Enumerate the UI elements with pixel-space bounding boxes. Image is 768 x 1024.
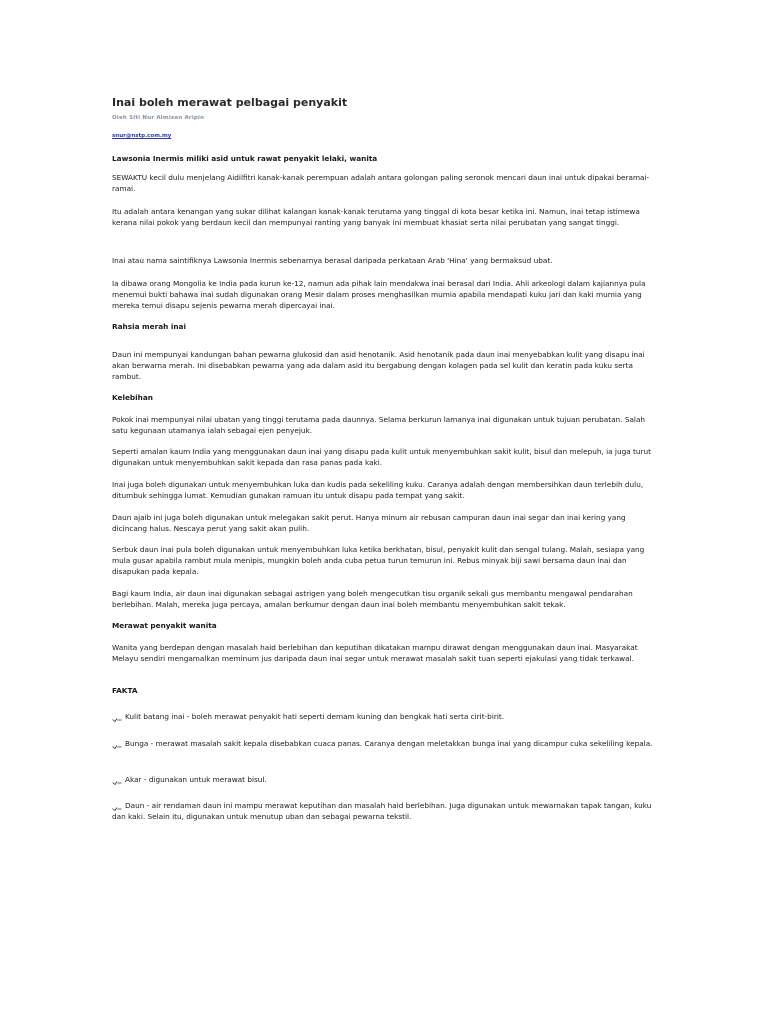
fakta-heading: FAKTA — [112, 686, 138, 695]
section-heading: Kelebihan — [112, 393, 153, 402]
paragraph: SEWAKTU kecil dulu menjelang Aidilfitri kanak-kanak perempuan adalah antara golongan paling seronok mencari daun inai untuk dipakai beramai-ramai. — [112, 173, 650, 193]
fakta-item — [112, 800, 662, 822]
fakta-item — [112, 774, 662, 785]
fakta-text: Akar - digunakan untuk merawat bisul. — [125, 775, 267, 784]
section-heading: Merawat penyakit wanita — [112, 621, 217, 630]
paragraph: Seperti amalan kaum India yang menggunakan daun inai yang disapu pada kulit untuk menyembuhkan sakit kulit, bisul dan melepuh, ia juga turut digunakan untuk menyembuhkan sakit kepada dan rasa panas pada kaki. — [112, 447, 651, 467]
bullet-icon — [112, 716, 122, 722]
paragraph: Daun ajaib ini juga boleh digunakan untuk melegakan sakit perut. Hanya minum air rebusan campuran daun inai segar dan inai kering yang dicincang halus. Nescaya perut yang sakit akan pulih. — [112, 513, 626, 533]
section-heading: Lawsonia Inermis miliki asid untuk rawat penyakit lelaki, wanita — [112, 154, 378, 163]
paragraph: Bagi kaum India, air daun inai digunakan sebagai astrigen yang boleh mengecutkan tisu organik sekali gus membantu mengawal pendarahan berlebihan. Malah, mereka juga percaya, amalan berkumur dengan daun inai boleh membantu menyembuhkan sakit tekak. — [112, 589, 633, 609]
paragraph: Wanita yang berdepan dengan masalah haid berlebihan dan keputihan dikatakan mampu dirawat dengan menggunakan daun inai. Masyarakat Melayu sendiri mengamalkan meminum jus daripada daun inai segar untuk merawat masalah sakit tuan seperti ejakulasi yang tidak terkawal. — [112, 643, 638, 663]
paragraph: Itu adalah antara kenangan yang sukar dilihat kalangan kanak-kanak terutama yang tinggal di kota besar ketika ini. Namun, inai tetap istimewa kerana nilai pokok yang berdaun kecil dan mempunyai ranting yang banyak ini membuat khasiat serta nilai perubatan yang sangat tinggi. — [112, 207, 640, 227]
bullet-icon — [112, 743, 122, 749]
paragraph: Inai juga boleh digunakan untuk menyembuhkan luka dan kudis pada sekeliling kuku. Caranya adalah dengan membersihkan daun terlebih dulu, ditumbuk sehingga lumat. Kemudian gunakan ramuan itu untuk disapu pada tempat yang sakit. — [112, 480, 644, 500]
paragraph: Inai atau nama saintifiknya Lawsonia Inermis sebenarnya berasal daripada perkataan Arab 'Hina' yang bermaksud ubat. — [112, 256, 553, 265]
fakta-text: Daun - air rendaman daun ini mampu merawat keputihan dan masalah haid berlebihan. Juga digunakan untuk mewarnakan tapak tangan, kuku dan kaki. Selain itu, digunakan untuk menutup uban dan sebagai pewarna tekstil. — [112, 801, 652, 821]
paragraph: Pokok inai mempunyai nilai ubatan yang tinggi terutama pada daunnya. Selama berkurun lamanya inai digunakan untuk tujuan perubatan. Salah satu kegunaan utamanya ialah sebagai ejen penyejuk. — [112, 415, 646, 435]
article — [112, 96, 662, 141]
fakta-item — [112, 711, 662, 722]
fakta-item — [112, 738, 662, 749]
fakta-text: Kulit batang inai - boleh merawat penyakit hati seperti demam kuning dan bengkak hati serta cirit-birit. — [125, 712, 505, 721]
paragraph: Ia dibawa orang Mongolia ke India pada kurun ke-12, namun ada pihak lain mendakwa inai berasal dari India. Ahli arkeologi dalam kajiannya pula menemui bukti bahawa inai sudah digunakan orang Mesir dalam proses menghasilkan mumia apabila mendapati kuku jari dan kaki mumia yang mereka temui disapu sejenis pewarna merah dipercayai inai. — [112, 279, 646, 310]
paragraph: Serbuk daun inai pula boleh digunakan untuk menyembuhkan luka ketika berkhatan, bisul, penyakit kulit dan sengal tulang. Malah, sesiapa yang mula gusar apabila rambut mula menipis, mungkin boleh anda cuba petua turun temurun ini. Rebus minyak biji sawi bersama daun inai dan disapukan pada kepala. — [112, 545, 645, 576]
bullet-icon — [112, 779, 122, 785]
section-heading: Rahsia merah inai — [112, 322, 186, 331]
fakta-text: Bunga - merawat masalah sakit kepala disebabkan cuaca panas. Caranya dengan meletakkan bunga inai yang dicampur cuka sekeliling kepala. — [125, 739, 653, 748]
author-email-link[interactable]: snur@nstp.com.my — [112, 133, 172, 139]
paragraph: Daun ini mempunyai kandungan bahan pewarna glukosid dan asid henotanik. Asid henotanik pada daun inai menyebabkan kulit yang disapu inai akan berwarna merah. Ini disebabkan pewarna yang ada dalam asid itu bergabung dengan kolagen pada sel kulit dan keratin pada kuku serta rambut. — [112, 350, 645, 381]
article-title: Inai boleh merawat pelbagai penyakit — [112, 96, 348, 109]
bullet-icon — [112, 805, 122, 811]
byline: Oleh Siti Nur Almizan Aripin — [112, 115, 205, 121]
